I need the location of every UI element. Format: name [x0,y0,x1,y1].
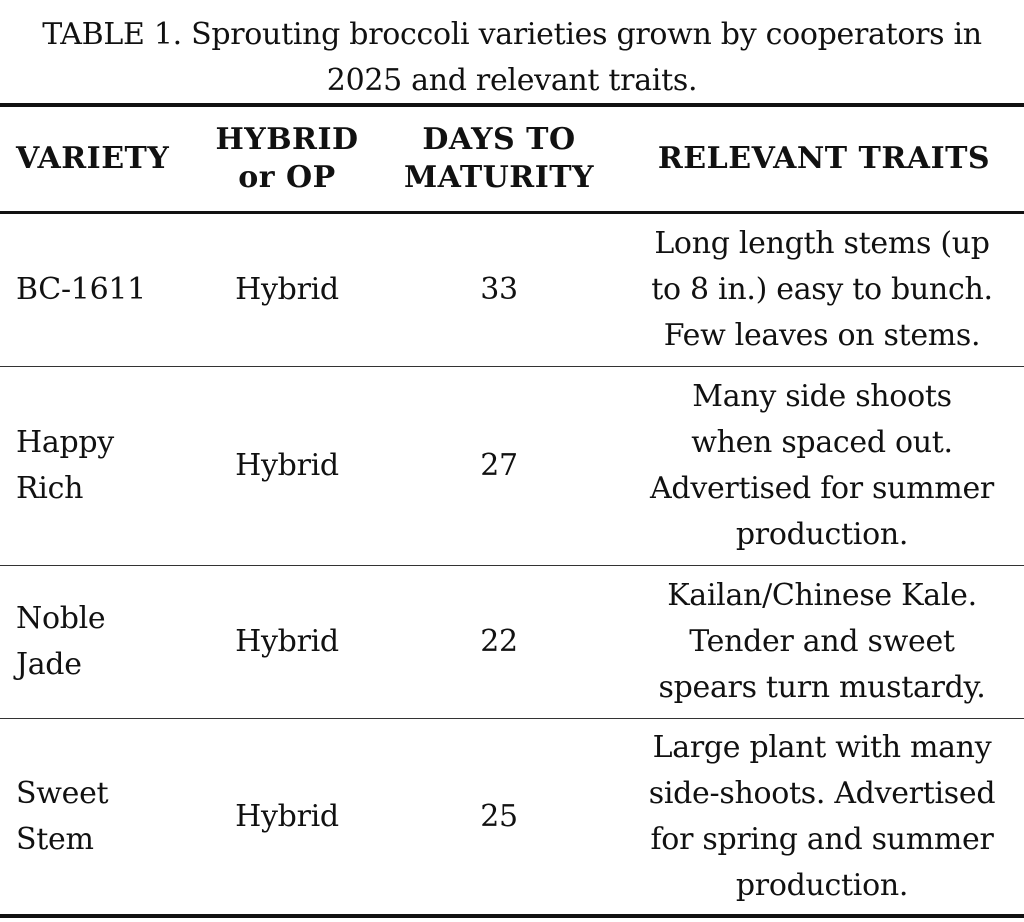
row-2-traits [620,367,1024,565]
row-1-days [374,214,624,366]
header-variety [0,107,200,211]
row-2-traits-line-2: when spaced out. [691,425,953,460]
row-1-traits-line-2: to 8 in.) easy to bunch. [651,272,993,307]
row-1-days-value: 33 [480,272,518,307]
row-3-days [374,566,624,718]
row-1-type [200,214,374,366]
row-3-traits-line-2: Tender and sweet [689,624,955,659]
row-3-traits-line-1: Kailan/Chinese Kale. [667,578,977,613]
row-1-type-label: Hybrid [235,272,339,307]
row-2-type [200,367,374,565]
row-4-variety [16,719,206,914]
row-1-traits-line-3: Few leaves on stems. [663,318,981,353]
row-4-traits-line-1: Large plant with many [652,729,992,765]
row-4-variety-line-2: Stem [16,821,94,857]
row-4-traits [620,719,1024,914]
row-4-days-value: 25 [480,798,518,834]
header-hybrid-or-op [200,107,374,211]
row-2-variety-line-2: Rich [16,471,84,506]
row-2-days-value: 27 [480,448,518,483]
header-days-line-2: MATURITY [403,160,595,195]
row-1-traits [620,214,1024,366]
table-caption [0,12,1024,104]
caption-line-1: TABLE 1. Sprouting broccoli varieties grown by cooperators in [42,17,982,52]
row-2-traits-line-1: Many side shoots [692,379,952,414]
row-3-type-label: Hybrid [235,624,339,659]
row-3-days-value: 22 [480,624,518,659]
header-days-to-maturity [374,107,624,211]
row-4-variety-line-1: Sweet [16,775,109,811]
row-4-type [200,719,374,914]
row-2-traits-line-3: Advertised for summer [650,471,994,506]
row-2-traits-line-4: production. [735,517,909,552]
row-3-variety [16,566,206,718]
row-4-traits-line-3: for spring and summer [650,821,994,857]
row-3-traits-line-3: spears turn mustardy. [658,670,986,705]
row-2-variety-line-1: Happy [16,425,114,460]
row-3-variety-line-2: Jade [16,647,82,682]
row-4-traits-line-2: side-shoots. Advertised [648,775,996,811]
caption-line-2: 2025 and relevant traits. [326,63,698,98]
row-2-variety [16,367,206,565]
row-1-traits-line-1: Long length stems (up [654,226,990,261]
row-2-days [374,367,624,565]
row-3-type [200,566,374,718]
row-3-traits [620,566,1024,718]
row-3-variety-line-1: Noble [16,601,106,636]
header-hybrid-line-1: HYBRID [215,122,359,157]
row-1-variety [16,214,206,366]
row-2-type-label: Hybrid [235,448,339,483]
row-4-type-label: Hybrid [235,798,339,834]
table-bottom-rule [0,914,1024,918]
row-4-days [374,719,624,914]
row-1-variety-line-1: BC-1611 [16,272,146,307]
header-hybrid-line-2: or OP [238,160,336,195]
header-traits-label: RELEVANT TRAITS [657,141,991,176]
header-days-line-1: DAYS TO [422,122,576,157]
row-4-traits-line-4: production. [735,867,909,903]
header-variety-label: VARIETY [16,141,170,176]
header-relevant-traits [624,107,1024,211]
